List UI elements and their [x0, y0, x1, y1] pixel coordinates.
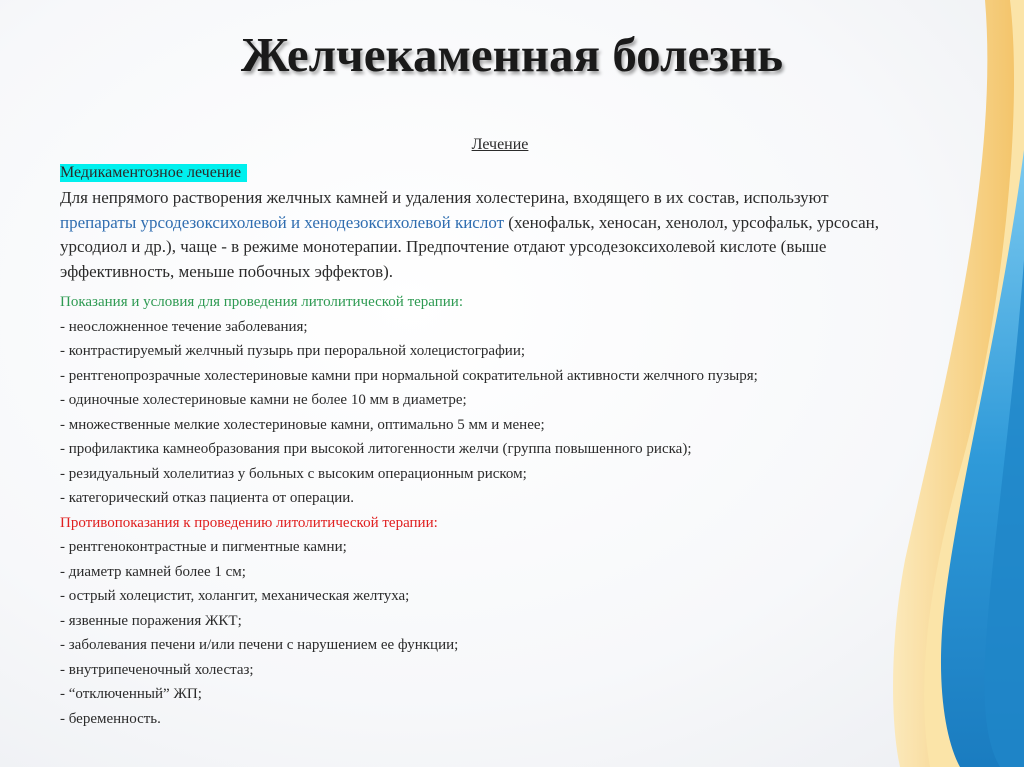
- list-item: - профилактика камнеобразования при высокой литогенности желчи (группа повышенного риска);: [60, 441, 692, 457]
- section-subtitle: Лечение: [471, 136, 529, 153]
- list-item: - неосложненное течение заболевания;: [60, 318, 308, 335]
- list-item: - одиночные холестериновые камни не более 10 мм в диаметре;: [60, 392, 467, 408]
- list-item: - “отключенный” ЖП;: [60, 686, 202, 702]
- contraindications-heading: Противопоказания к проведению литолитической терапии:: [60, 514, 438, 531]
- paragraph-text-after: (хенофальк, хеносан, хенолол, урсофальк, урсосан, урсодиол и др.), чаще - в режиме монотерапии. Предпочтение отдают урсодезоксихолевой кислоте (выше эффективность, меньше побочных эффектов).: [60, 212, 880, 281]
- highlighted-heading: Медикаментозное лечение: [60, 164, 247, 182]
- list-item: - рентгеноконтрастные и пигментные камни;: [60, 539, 347, 555]
- list-item: - внутрипеченочный холестаз;: [60, 661, 254, 678]
- list-item: - беременность.: [60, 710, 161, 727]
- list-item: - множественные мелкие холестериновые камни, оптимально 5 мм и менее;: [60, 416, 545, 433]
- list-item: - контрастируемый желчный пузырь при пероральной холецистографии;: [60, 343, 526, 359]
- drugs-link-text: препараты урсодезоксихолевой и хенодезоксихолевой кислот: [60, 212, 505, 232]
- slide-content: [60, 136, 880, 731]
- indications-heading: Показания и условия для проведения литолитической терапии:: [60, 294, 463, 310]
- page-title: Желчекаменная болезнь: [240, 27, 784, 82]
- contraindications-list: [60, 535, 880, 731]
- list-item: - категорический отказ пациента от операции.: [60, 490, 355, 506]
- list-item: - диаметр камней более 1 см;: [60, 563, 246, 580]
- list-item: - язвенные поражения ЖКТ;: [60, 612, 242, 629]
- indications-list: [60, 315, 880, 511]
- treatment-paragraph: [60, 186, 880, 284]
- list-item: - заболевания печени и/или печени с нарушением ее функции;: [60, 637, 459, 653]
- list-item: - резидуальный холелитиаз у больных с высоким операционным риском;: [60, 465, 527, 482]
- list-item: - острый холецистит, холангит, механическая желтуха;: [60, 588, 410, 604]
- paragraph-text-before: Для непрямого растворения желчных камней и удаления холестерина, входящего в их состав, используют: [60, 188, 829, 207]
- list-item: - рентгенопрозрачные холестериновые камни при нормальной сократительной активности желчного пузыря;: [60, 367, 758, 384]
